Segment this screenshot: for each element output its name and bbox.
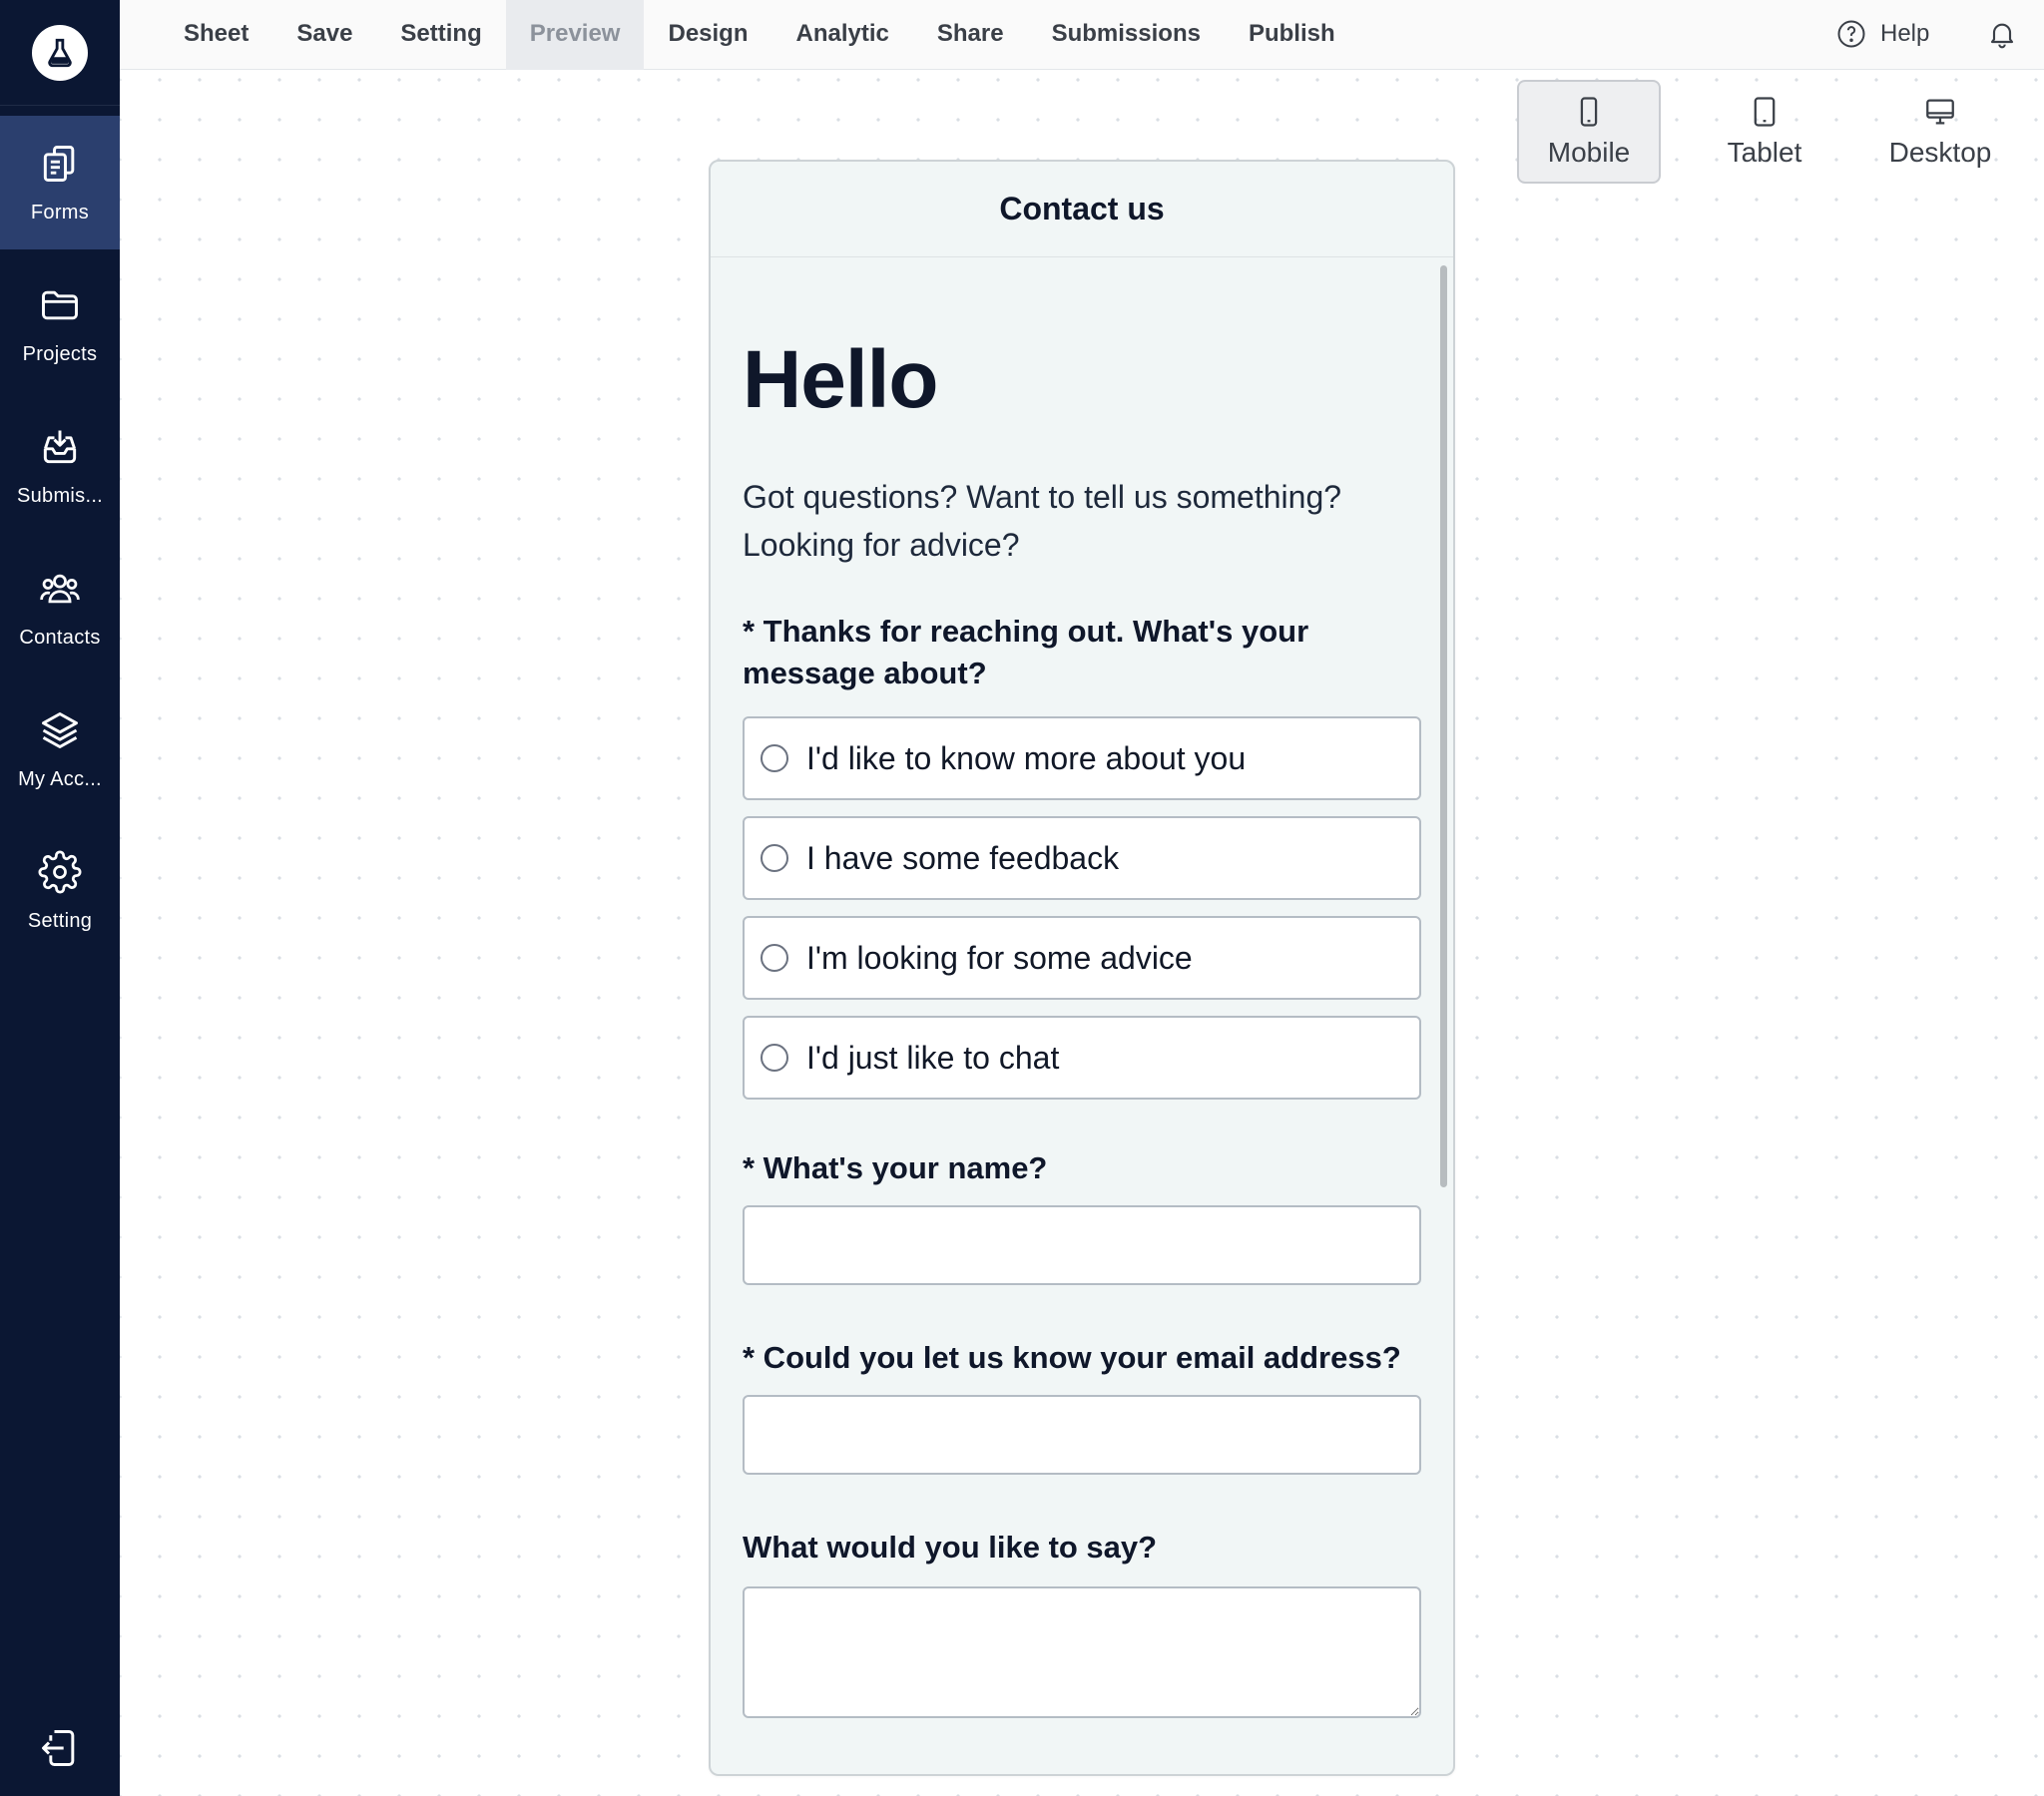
logout-icon[interactable]: [38, 1726, 82, 1770]
logo[interactable]: [0, 0, 120, 106]
form-heading: Hello: [743, 334, 938, 425]
sidebar-item-label: Contacts: [19, 626, 101, 649]
intro-line-2: Looking for advice?: [743, 527, 1020, 563]
sidebar-item-contacts[interactable]: [0, 541, 120, 674]
bell-icon[interactable]: [1986, 18, 2018, 50]
sidebar-item-label: My Acc...: [18, 767, 102, 790]
mobile-icon: [1572, 95, 1606, 129]
form-intro: [743, 473, 1421, 569]
device-label: Mobile: [1547, 137, 1631, 168]
sidebar-item-label: Forms: [30, 201, 90, 224]
inbox-icon: [38, 425, 82, 469]
sidebar-item-label: Projects: [22, 342, 98, 365]
folder-icon: [38, 283, 82, 327]
option-chat[interactable]: [743, 1016, 1421, 1100]
mobile-preview-frame: [709, 160, 1455, 1776]
menu-design[interactable]: Design: [668, 20, 749, 47]
option-advice[interactable]: [743, 916, 1421, 1000]
menu-sheet[interactable]: Sheet: [184, 20, 250, 47]
name-input[interactable]: [743, 1205, 1421, 1285]
radio-button[interactable]: [761, 844, 788, 872]
radio-button[interactable]: [761, 944, 788, 972]
option-label: I'm looking for some advice: [806, 939, 1193, 976]
radio-button[interactable]: [761, 744, 788, 772]
device-label: Desktop: [1888, 137, 1992, 168]
sidebar-item-setting[interactable]: [0, 824, 120, 958]
users-icon: [38, 567, 82, 611]
menu-preview[interactable]: Preview: [506, 0, 645, 70]
question-topic-label: * Thanks for reaching out. What's your message about?: [743, 614, 1309, 690]
help-icon: [1836, 19, 1866, 49]
option-know-more[interactable]: [743, 716, 1421, 800]
menu-analytic[interactable]: Analytic: [795, 20, 889, 47]
flask-logo-icon: [32, 25, 88, 81]
main-menu: [160, 0, 1359, 70]
menu-submissions[interactable]: Submissions: [1051, 20, 1201, 47]
menu-publish[interactable]: Publish: [1248, 20, 1335, 47]
message-textarea[interactable]: [743, 1586, 1421, 1718]
forms-icon: [38, 142, 82, 186]
question-name-label: * What's your name?: [743, 1150, 1048, 1185]
tablet-icon: [1748, 95, 1782, 129]
device-label: Tablet: [1727, 137, 1802, 168]
form-header-title: Contact us: [711, 162, 1453, 257]
topic-options: [743, 716, 1421, 1100]
menu-save[interactable]: Save: [296, 20, 353, 47]
menu-share[interactable]: Share: [936, 20, 1004, 47]
gear-icon: [38, 850, 82, 894]
sidebar: [0, 0, 120, 1796]
sidebar-item-my-account[interactable]: [0, 682, 120, 816]
preview-scrollbar[interactable]: [1440, 265, 1447, 1187]
radio-button[interactable]: [761, 1044, 788, 1072]
device-mobile-button[interactable]: [1517, 80, 1661, 184]
top-menu-bar: [120, 0, 2044, 70]
sidebar-item-label: Setting: [27, 909, 93, 932]
sidebar-item-projects[interactable]: [0, 257, 120, 391]
sidebar-item-submissions[interactable]: [0, 399, 120, 533]
intro-line-1: Got questions? Want to tell us something?: [743, 479, 1342, 515]
question-message-label: What would you like to say?: [743, 1530, 1158, 1565]
option-label: I have some feedback: [806, 839, 1120, 876]
help-label: Help: [1880, 20, 1930, 47]
layers-icon: [38, 708, 82, 752]
question-email-label: * Could you let us know your email address?: [743, 1340, 1401, 1375]
sidebar-item-forms[interactable]: [0, 116, 120, 249]
device-desktop-button[interactable]: [1868, 80, 2012, 184]
desktop-icon: [1923, 95, 1957, 129]
device-tablet-button[interactable]: [1693, 80, 1836, 184]
help-button[interactable]: [1836, 14, 1929, 54]
sidebar-item-label: Submis...: [16, 484, 104, 507]
menu-setting[interactable]: Setting: [400, 20, 482, 47]
form-content: [743, 257, 1421, 1723]
email-input[interactable]: [743, 1395, 1421, 1475]
option-label: I'd like to know more about you: [806, 739, 1247, 776]
option-label: I'd just like to chat: [806, 1039, 1060, 1076]
option-feedback[interactable]: [743, 816, 1421, 900]
